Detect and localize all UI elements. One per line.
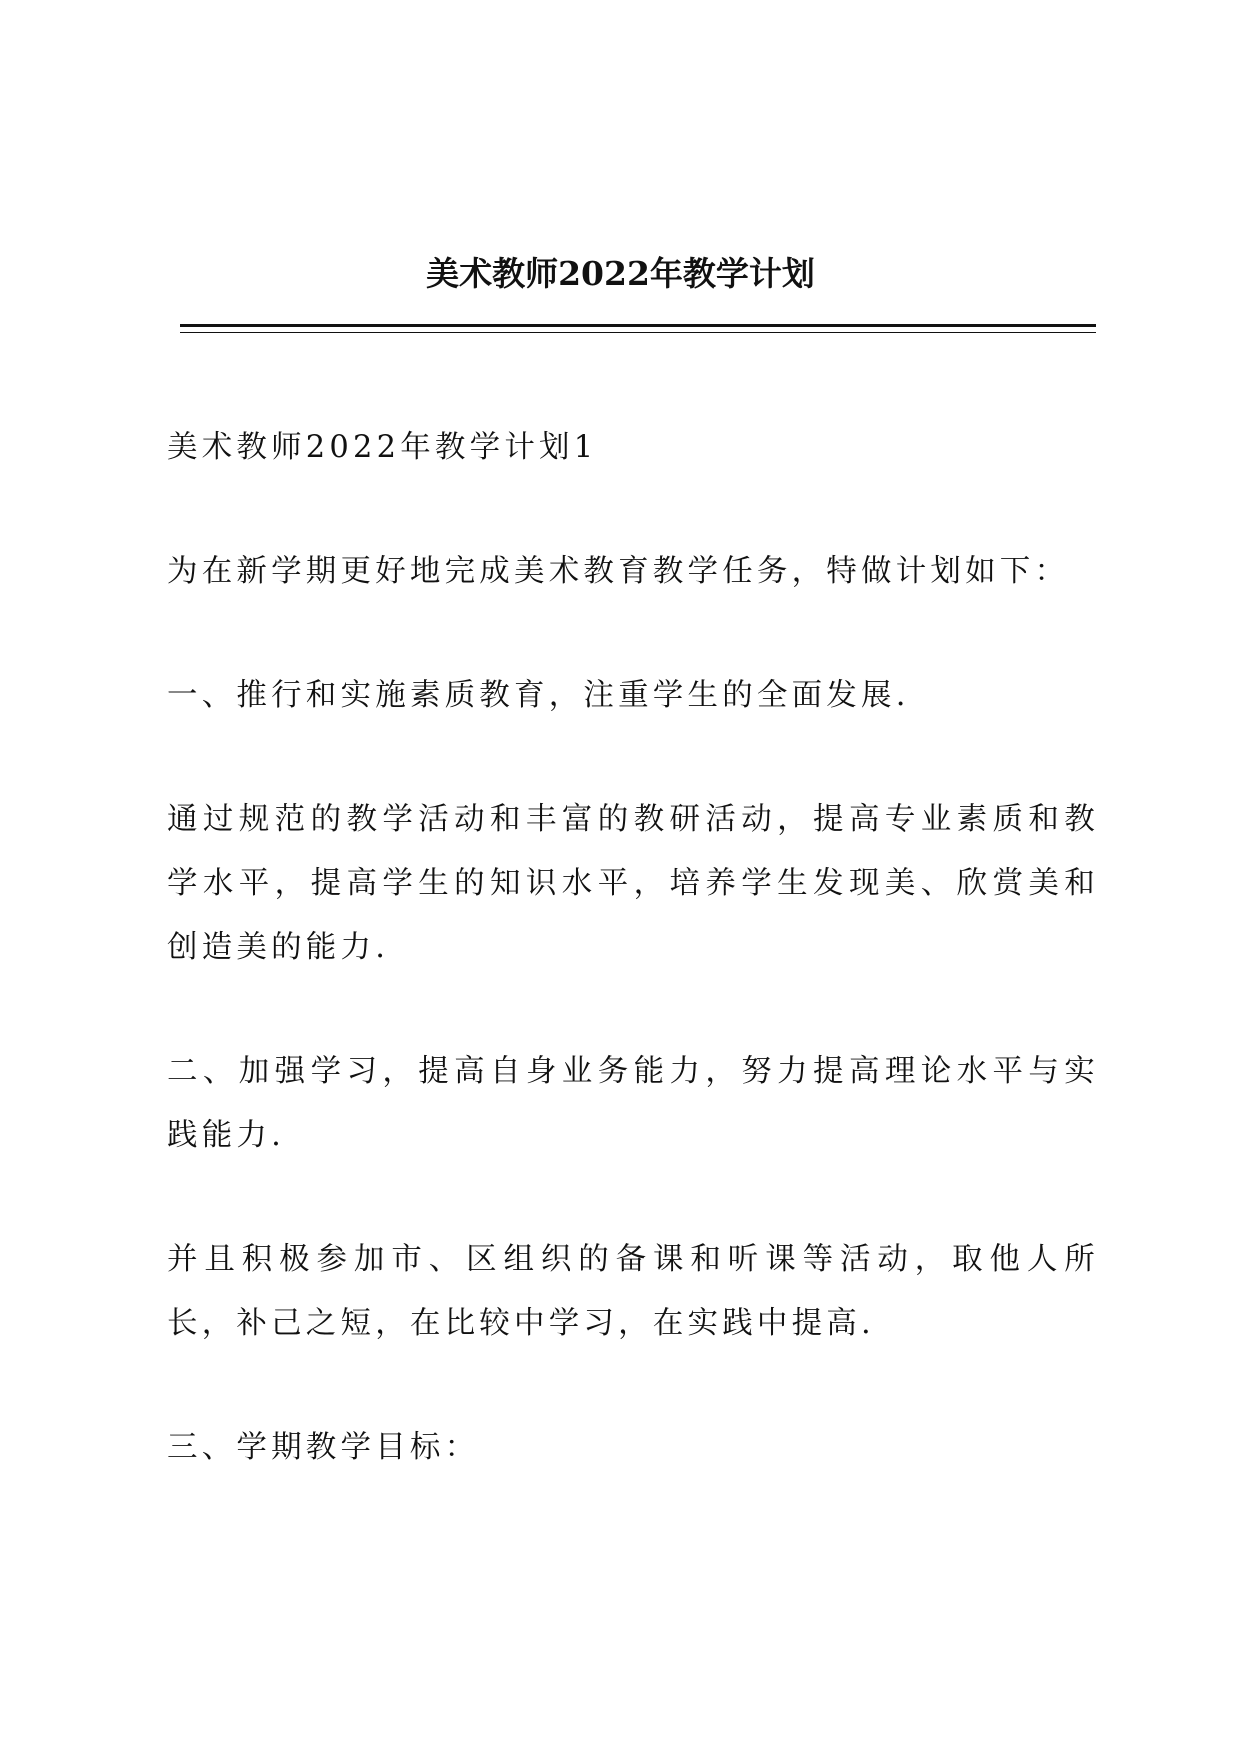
title-double-rule	[180, 324, 1096, 333]
point-two-paragraph: 并且积极参加市、区组织的备课和听课等活动，取他人所长，补己之短，在比较中学习，在实践中提高.	[167, 1242, 1099, 1341]
section-heading: 美术教师2022年教学计划1	[167, 430, 598, 465]
point-two-heading: 二、加强学习，提高自身业务能力，努力提高理论水平与实践能力.	[167, 1054, 1099, 1153]
point-one-paragraph: 通过规范的教学活动和丰富的教研活动，提高专业素质和教学水平，提高学生的知识水平，培养学生发现美、欣赏美和创造美的能力.	[167, 802, 1099, 965]
document-title: 美术教师2022年教学计划	[426, 254, 815, 293]
document-body	[167, 416, 1099, 1540]
point-three-heading: 三、学期教学目标：	[167, 1430, 480, 1465]
point-one-heading: 一、推行和实施素质教育，注重学生的全面发展.	[167, 678, 910, 713]
intro-paragraph: 为在新学期更好地完成美术教育教学任务，特做计划如下：	[167, 554, 1070, 589]
